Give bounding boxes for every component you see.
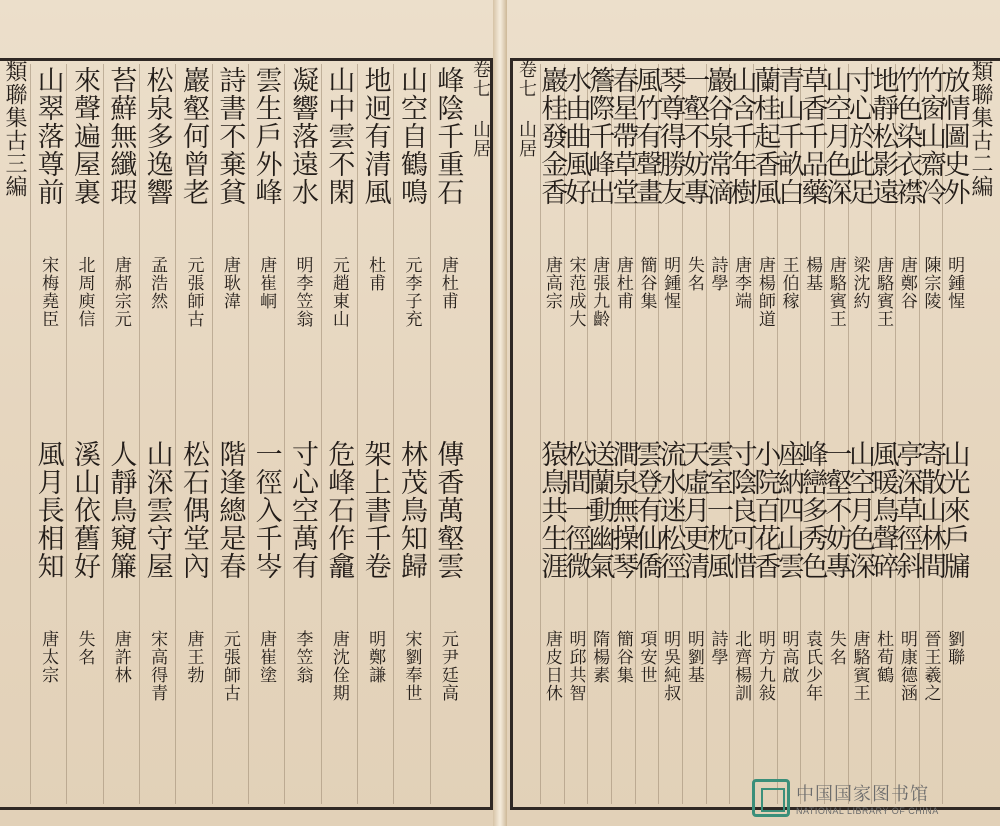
right-verse-text: 竹色染衣襟 — [891, 66, 923, 206]
left-verse-attribution: 元張師古 — [183, 256, 204, 328]
right-verse-text: 山空月色深 — [844, 440, 875, 580]
left-verse-attribution: 唐杜甫 — [437, 256, 458, 310]
left-column-rule — [430, 64, 431, 804]
book-gutter — [493, 0, 507, 826]
right-verse-attribution: 明邱共智 — [565, 630, 586, 702]
library-watermark — [752, 774, 992, 822]
left-verse-attribution: 失名 — [74, 630, 95, 666]
right-verse-attribution: 梁沈約 — [849, 256, 870, 310]
left-verse-attribution: 明李笠翁 — [292, 256, 313, 328]
right-verse-text: 亭深草徑斜 — [891, 440, 923, 580]
right-verse-attribution: 失名 — [683, 256, 704, 292]
left-verse-attribution: 杜甫 — [365, 256, 386, 292]
left-verse-text: 架上書千卷 — [359, 440, 391, 580]
right-verse-text: 風竹有聲畫 — [631, 66, 662, 206]
right-verse-text: 簷際千峰出 — [583, 66, 615, 206]
right-verse-text: 山空月色深 — [820, 66, 852, 206]
left-column-rule — [175, 64, 176, 804]
right-chapter-header: 卷七 山居 — [516, 60, 537, 158]
left-column-rule — [30, 64, 31, 804]
right-verse-attribution: 明鍾惺 — [660, 256, 681, 310]
left-verse-text: 山翠落尊前 — [32, 66, 64, 206]
left-column-rule — [103, 64, 104, 804]
left-verse-attribution: 北周庾信 — [74, 256, 95, 328]
left-verse-attribution: 唐太宗 — [38, 630, 59, 684]
right-verse-attribution: 隋楊素 — [589, 630, 610, 684]
right-verse-attribution: 明劉基 — [683, 630, 704, 684]
right-verse-attribution: 失名 — [825, 630, 846, 666]
right-verse-text: 流水迷松徑 — [654, 440, 686, 580]
right-verse-text: 峰巒多秀色 — [796, 440, 828, 580]
right-verse-attribution: 楊基 — [802, 256, 823, 292]
right-verse-attribution: 唐楊師道 — [754, 256, 775, 328]
left-column-rule — [284, 64, 285, 804]
right-verse-text: 一壑不妨專 — [678, 66, 710, 206]
left-verse-text: 雲生戶外峰 — [250, 66, 282, 206]
left-verse-attribution: 唐崔峒 — [256, 256, 277, 310]
right-verse-text: 山含千年樹 — [725, 66, 757, 206]
right-verse-attribution: 陳宗陵 — [920, 256, 941, 310]
left-verse-attribution: 宋高得青 — [147, 630, 168, 702]
right-verse-text: 座納四山雲 — [773, 440, 804, 580]
right-verse-attribution: 唐皮日休 — [541, 630, 562, 702]
left-verse-attribution: 唐崔塗 — [256, 630, 277, 684]
right-verse-text: 放情圖史外 — [938, 66, 970, 206]
right-verse-attribution: 宋范成大 — [565, 256, 586, 328]
right-verse-text: 巖谷泉常滴 — [702, 66, 733, 206]
right-verse-attribution: 唐高宗 — [541, 256, 562, 310]
right-verse-attribution: 明方九敍 — [754, 630, 775, 702]
right-verse-attribution: 簡谷集 — [636, 256, 657, 310]
left-verse-text: 危峰石作龕 — [323, 440, 355, 580]
right-verse-text: 青山千畝白 — [773, 66, 804, 206]
right-verse-text: 送蘭動幽氣 — [583, 440, 615, 580]
right-verse-text: 春星帶草堂 — [607, 66, 639, 206]
right-verse-text: 風暖鳥聲碎 — [867, 440, 899, 580]
right-verse-attribution: 北齊楊訓 — [731, 630, 752, 702]
right-verse-text: 寸心於此足 — [844, 66, 875, 206]
right-verse-text: 草香千品藥 — [796, 66, 828, 206]
right-verse-attribution: 劉聯 — [944, 630, 965, 666]
left-verse-text: 階逢總是春 — [214, 440, 246, 580]
left-verse-attribution: 唐郝宗元 — [110, 256, 131, 328]
left-verse-attribution: 元張師古 — [219, 630, 240, 702]
right-verse-attribution: 簡谷集 — [612, 630, 633, 684]
left-verse-text: 溪山依舊好 — [69, 440, 100, 580]
left-verse-attribution: 唐許林 — [110, 630, 131, 684]
right-verse-text: 雲室一枕風 — [702, 440, 733, 580]
left-verse-text: 來聲遍屋裏 — [69, 66, 100, 206]
left-verse-text: 山空自鶴鳴 — [396, 66, 427, 206]
right-verse-text: 澗泉無操琴 — [607, 440, 639, 580]
left-column-rule — [357, 64, 358, 804]
left-verse-attribution: 唐耿湋 — [219, 256, 240, 310]
left-verse-text: 林茂鳥知歸 — [396, 440, 427, 580]
left-verse-text: 松石偶堂內 — [178, 440, 209, 580]
right-verse-attribution: 詩學 — [707, 630, 728, 666]
left-running-header: 類聯集古三編 — [2, 60, 27, 198]
library-seal-icon — [752, 779, 790, 817]
right-running-header: 類聯集古二編 — [968, 60, 993, 198]
right-verse-text: 天虛月更清 — [678, 440, 710, 580]
left-column-rule — [139, 64, 140, 804]
left-verse-attribution: 元趙東山 — [328, 256, 349, 328]
left-verse-text: 人靜鳥窺簾 — [105, 440, 137, 580]
right-verse-attribution: 王伯稼 — [778, 256, 799, 310]
right-verse-attribution: 明高啟 — [778, 630, 799, 684]
right-verse-text: 竹窗山齋冷 — [915, 66, 946, 206]
right-verse-text: 蘭桂起香風 — [749, 66, 781, 206]
left-column-rule — [321, 64, 322, 804]
left-verse-attribution: 元李子充 — [401, 256, 422, 328]
right-verse-text: 一壑不妨專 — [820, 440, 852, 580]
right-verse-attribution: 明鍾惺 — [944, 256, 965, 310]
right-verse-text: 水由曲風好 — [560, 66, 591, 206]
right-verse-text: 小院百花香 — [749, 440, 781, 580]
left-verse-text: 山中雲不閑 — [323, 66, 355, 206]
right-verse-text: 松間一徑微 — [560, 440, 591, 580]
left-verse-attribution: 李笠翁 — [292, 630, 313, 684]
left-verse-attribution: 孟浩然 — [147, 256, 168, 310]
left-verse-text: 一徑入千岑 — [250, 440, 282, 580]
right-verse-attribution: 項安世 — [636, 630, 657, 684]
left-verse-text: 凝響落遠水 — [287, 66, 318, 206]
right-verse-attribution: 晉王羲之 — [920, 630, 941, 702]
left-verse-text: 松泉多逸響 — [141, 66, 173, 206]
left-verse-text: 峰陰千重石 — [432, 66, 464, 206]
left-column-rule — [393, 64, 394, 804]
left-verse-attribution: 宋梅堯臣 — [38, 256, 59, 328]
left-verse-attribution: 元尹廷高 — [437, 630, 458, 702]
left-verse-text: 巖壑何曾老 — [178, 66, 209, 206]
right-verse-attribution: 唐張九齡 — [589, 256, 610, 328]
left-column-rule — [66, 64, 67, 804]
right-verse-text: 雲登有仙僑 — [631, 440, 662, 580]
right-verse-text: 猿鳥共生涯 — [536, 440, 568, 580]
left-verse-attribution: 唐沈佺期 — [328, 630, 349, 702]
left-verse-attribution: 宋劉奉世 — [401, 630, 422, 702]
right-verse-attribution: 詩學 — [707, 256, 728, 292]
right-verse-text: 山光來戶牖 — [938, 440, 970, 580]
left-verse-text: 風月長相知 — [32, 440, 64, 580]
left-column-rule — [212, 64, 213, 804]
left-verse-text: 詩書不棄貧 — [214, 66, 246, 206]
left-verse-text: 山深雲守屋 — [141, 440, 173, 580]
watermark-cn: 中国国家图书馆 — [796, 784, 929, 805]
left-verse-text: 寸心空萬有 — [287, 440, 318, 580]
right-verse-attribution: 唐駱賓王 — [849, 630, 870, 702]
watermark-en: NATIONAL LIBRARY OF CHINA — [796, 806, 939, 816]
right-verse-text: 寸陰良可惜 — [725, 440, 757, 580]
right-verse-attribution: 唐李端 — [731, 256, 752, 310]
right-verse-text: 寄散山林間 — [915, 440, 946, 580]
right-verse-attribution: 杜荀鶴 — [873, 630, 894, 684]
left-chapter-header: 卷七 山居 — [470, 60, 491, 158]
left-verse-text: 地迥有清風 — [359, 66, 391, 206]
left-verse-text: 苔蘚無纖瑕 — [105, 66, 137, 206]
right-verse-attribution: 明康德涵 — [896, 630, 917, 702]
right-verse-attribution: 唐鄭谷 — [896, 256, 917, 310]
left-verse-text: 傳香萬壑雲 — [432, 440, 464, 580]
right-verse-text: 地靜松影遠 — [867, 66, 899, 206]
right-verse-text: 巖桂發金香 — [536, 66, 568, 206]
right-verse-attribution: 唐駱賓王 — [873, 256, 894, 328]
left-verse-attribution: 明鄭謙 — [365, 630, 386, 684]
right-verse-text: 琴尊得勝友 — [654, 66, 686, 206]
right-verse-attribution: 唐駱賓王 — [825, 256, 846, 328]
right-verse-attribution: 袁氏少年 — [802, 630, 823, 702]
left-verse-attribution: 唐王勃 — [183, 630, 204, 684]
right-verse-attribution: 唐杜甫 — [612, 256, 633, 310]
right-verse-attribution: 明吳純叔 — [660, 630, 681, 702]
left-column-rule — [248, 64, 249, 804]
